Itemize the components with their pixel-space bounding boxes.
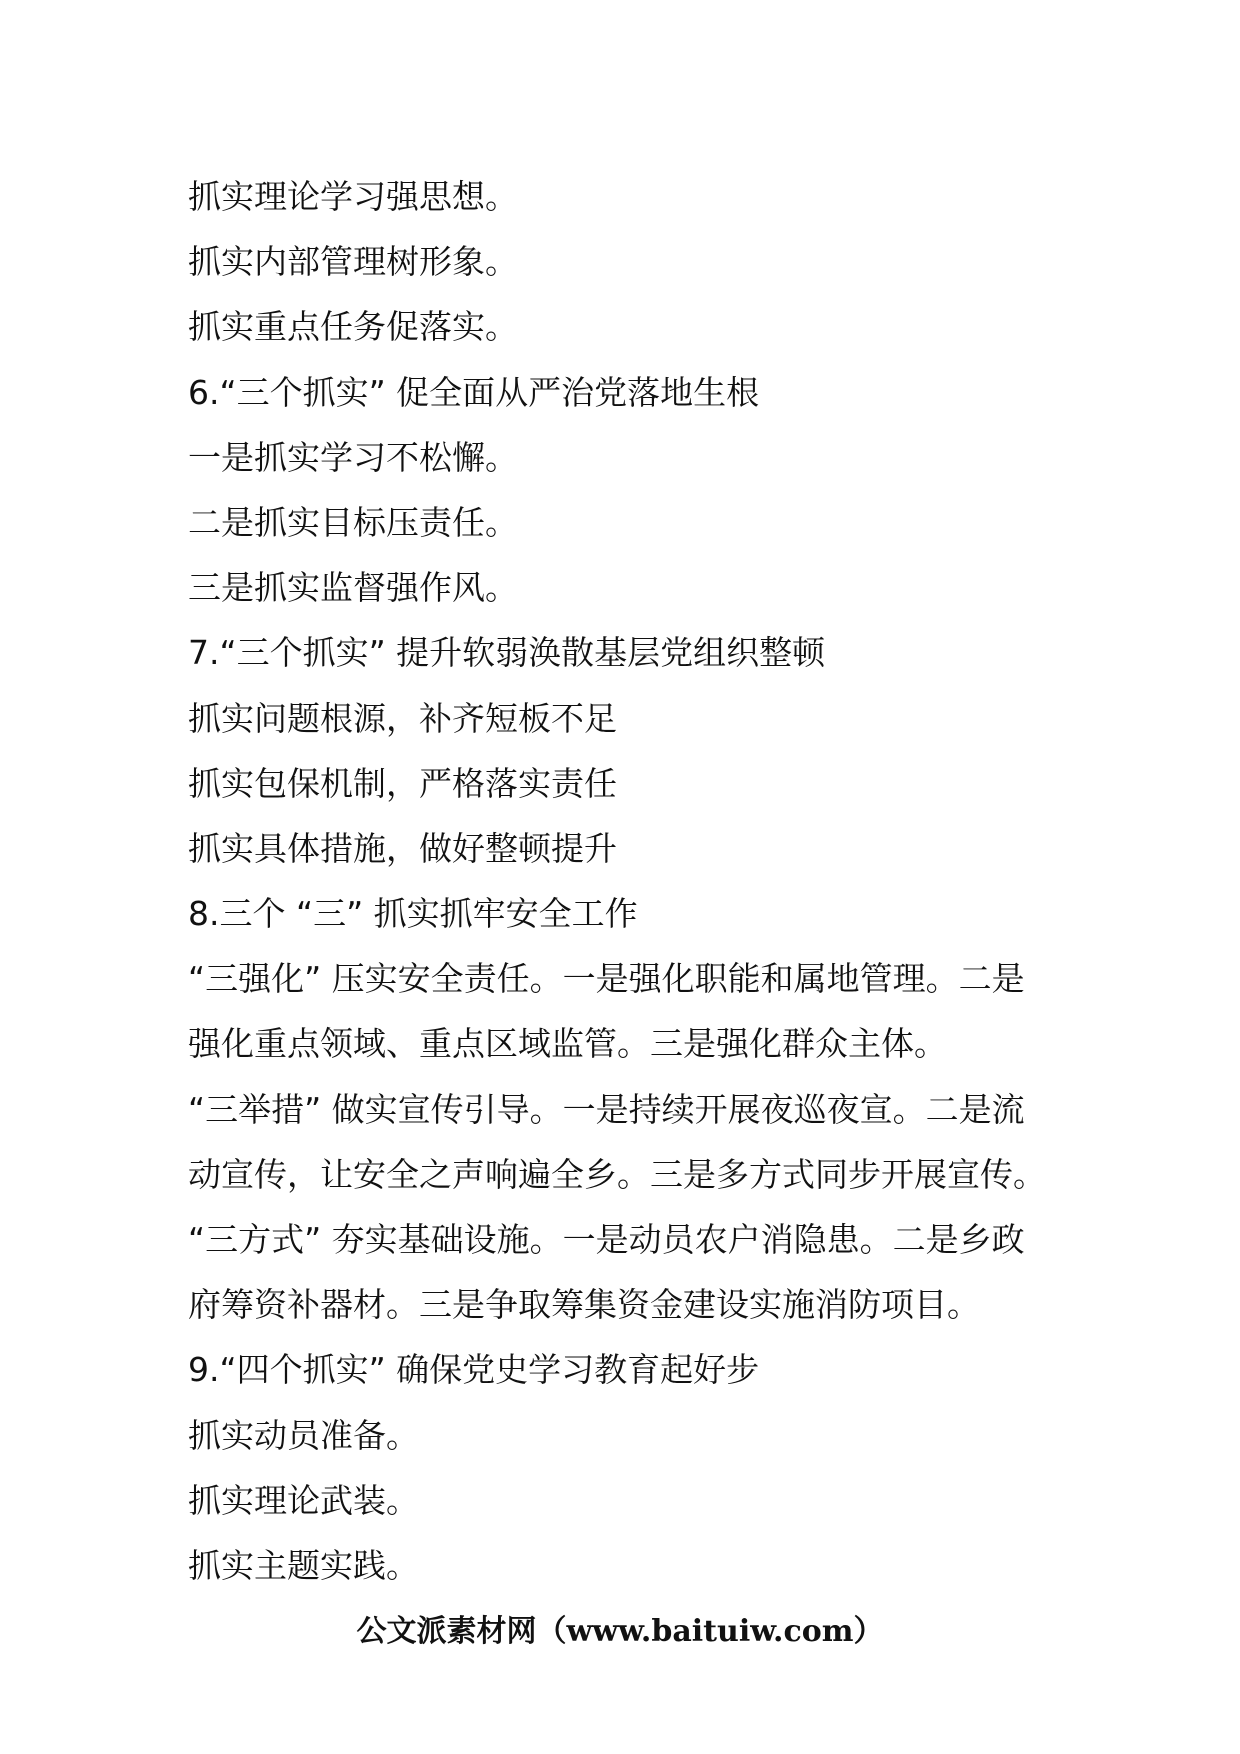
text-line: 动宣传，让安全之声响遍全乡。三是多方式同步开展宣传。 (188, 1154, 1046, 1194)
text-line: “三举措” 做实宣传引导。一是持续开展夜巡夜宣。二是流 (188, 1089, 1025, 1129)
section-heading-7: 7.“三个抓实” 提升软弱涣散基层党组织整顿 (188, 633, 826, 673)
text-line: 抓实具体措施，做好整顿提升 (188, 828, 617, 868)
text-line: “三强化” 压实安全责任。一是强化职能和属地管理。二是 (188, 959, 1025, 999)
footer-watermark: 公文派素材网（www.baituiw.com） (356, 1614, 884, 1649)
document-body (188, 164, 1068, 1598)
section-heading-9: 9.“四个抓实” 确保党史学习教育起好步 (188, 1350, 760, 1390)
text-line: 抓实问题根源，补齐短板不足 (188, 698, 617, 738)
text-line: “三方式” 夯实基础设施。一是动员农户消隐患。二是乡政 (188, 1220, 1025, 1259)
text-line: 强化重点领域、重点区域监管。三是强化群众主体。 (188, 1024, 947, 1064)
text-line: 抓实重点任务促落实。 (188, 307, 518, 347)
text-line: 抓实理论武装。 (188, 1480, 419, 1520)
text-line: 抓实包保机制，严格落实责任 (188, 763, 617, 803)
text-line: 二是抓实目标压责任。 (188, 502, 518, 542)
text-line: 抓实动员准备。 (188, 1415, 419, 1455)
text-line: 抓实内部管理树形象。 (188, 242, 518, 282)
text-line: 抓实理论学习强思想。 (188, 177, 518, 216)
text-line: 三是抓实监督强作风。 (188, 568, 518, 608)
text-line: 一是抓实学习不松懈。 (188, 437, 518, 477)
section-heading-6: 6.“三个抓实” 促全面从严治党落地生根 (188, 372, 760, 412)
text-line: 府筹资补器材。三是争取筹集资金建设实施消防项目。 (188, 1285, 980, 1325)
text-line: 抓实主题实践。 (188, 1545, 419, 1585)
section-heading-8: 8.三个 “三” 抓实抓牢安全工作 (188, 894, 638, 934)
